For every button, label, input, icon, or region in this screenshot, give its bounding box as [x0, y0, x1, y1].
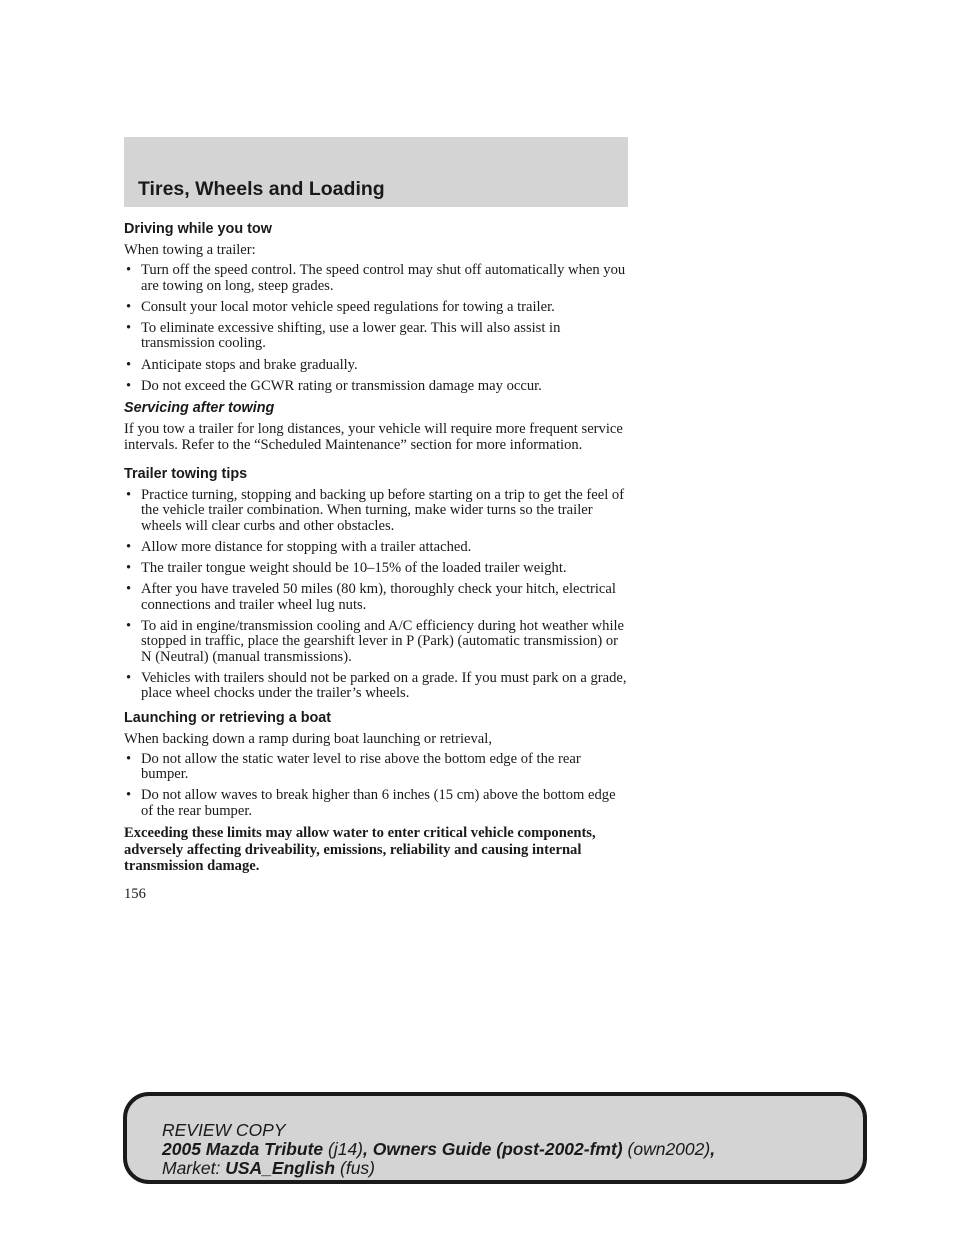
list-item: • After you have traveled 50 miles (80 km), thoroughly check your hitch, electrical connections and trailer wheel lug nuts. [124, 582, 628, 613]
list-item: • Allow more distance for stopping with a trailer attached. [124, 540, 628, 555]
body-servicing: If you tow a trailer for long distances, your vehicle will require more frequent service intervals. Refer to the “Scheduled Maintenance” section for more information. [124, 421, 623, 453]
list-driving [124, 263, 628, 394]
list-item: • To aid in engine/transmission cooling and A/C efficiency during hot weather while stopped in traffic, place the gearshift lever in P (Park) (automatic transmission) or N (Neutral) (manual transmissions). [124, 619, 628, 665]
review-label: REVIEW COPY [162, 1120, 286, 1140]
footer-comma: , [710, 1139, 716, 1159]
list-item: • Do not allow waves to break higher than 6 inches (15 cm) above the bottom edge of the rear bumper. [124, 788, 628, 819]
section-title: Tires, Wheels and Loading [138, 178, 385, 200]
list-item: • Do not allow the static water level to rise above the bottom edge of the rear bumper. [124, 752, 628, 783]
footer-market: USA_English [225, 1158, 336, 1178]
warning-text: Exceeding these limits may allow water to enter critical vehicle components, adversely affecting driveability, emissions, reliability and causing internal transmission damage. [124, 825, 596, 875]
list-item: • Anticipate stops and brake gradually. [124, 358, 628, 373]
review-copy-text [162, 1121, 715, 1178]
footer-model-code: (j14) [328, 1139, 364, 1159]
list-launching [124, 752, 628, 819]
footer-guide-code: (own2002) [627, 1139, 711, 1159]
list-item: • Consult your local motor vehicle speed regulations for towing a trailer. [124, 300, 628, 315]
list-towing-tips [124, 488, 628, 702]
list-item: • To eliminate excessive shifting, use a lower gear. This will also assist in transmission cooling. [124, 321, 628, 352]
heading-servicing-after-towing: Servicing after towing [124, 400, 275, 417]
footer-guide: , Owners Guide (post-2002-fmt) [363, 1139, 623, 1159]
list-item: • Turn off the speed control. The speed control may shut off automatically when you are towing on long, steep grades. [124, 263, 628, 294]
review-copy-box [123, 1092, 867, 1184]
footer-market-label: Market: [162, 1158, 221, 1178]
list-item: • The trailer tongue weight should be 10–15% of the loaded trailer weight. [124, 561, 628, 576]
footer-model: 2005 Mazda Tribute [162, 1139, 324, 1159]
page-content [124, 221, 628, 907]
intro-driving: When towing a trailer: [124, 242, 256, 258]
heading-trailer-towing-tips: Trailer towing tips [124, 465, 248, 482]
footer-market-code: (fus) [340, 1158, 375, 1178]
section-header-band [124, 137, 628, 207]
list-item: • Vehicles with trailers should not be parked on a grade. If you must park on a grade, place wheel chocks under the trailer’s wheels. [124, 671, 628, 702]
heading-launching-boat: Launching or retrieving a boat [124, 709, 332, 726]
heading-driving-while-you-tow: Driving while you tow [124, 221, 272, 237]
list-item: • Do not exceed the GCWR rating or transmission damage may occur. [124, 379, 628, 394]
list-item: • Practice turning, stopping and backing up before starting on a trip to get the feel of the vehicle trailer combination. When turning, make wider turns so the trailer wheels will clear curbs and other obstacles. [124, 488, 628, 534]
intro-launching: When backing down a ramp during boat launching or retrieval, [124, 730, 492, 747]
page-number: 156 [124, 885, 146, 902]
